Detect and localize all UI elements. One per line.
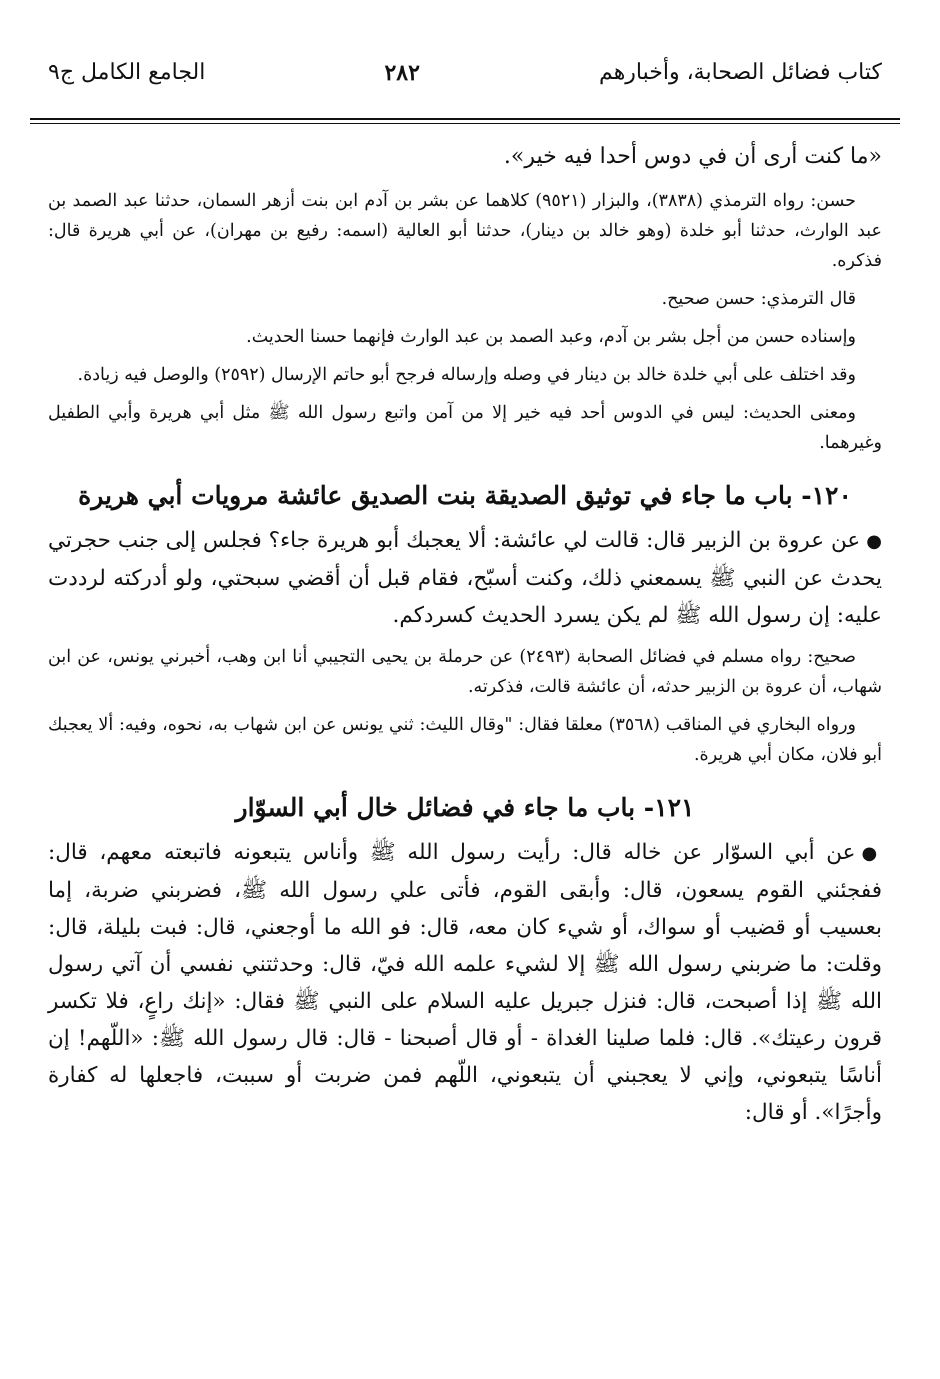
hadith-text: عن عروة بن الزبير قال: قالت لي عائشة: ألا يعجبك أبو هريرة جاء؟ فجلس إلى جنب حجرتي يحدث عن النبي ﷺ يسمعني ذلك، وكنت أسبّح، فقام قبل أن أقضي سبحتي، ولو أدركته لرددت عليه: إن رسول الله ﷺ لم يكن يسرد الحديث كسردكم. (48, 528, 882, 628)
hadith-text: عن أبي السوّار عن خاله قال: رأيت رسول الله ﷺ وأناس يتبعونه فاتبعته معهم، قال: ففجئني القوم يسعون، قال: وأبقى القوم، فأتى علي رسول الله ﷺ، فضربني ضربة، إما بعسيب أو قضيب أو سواك، أو شيء كان معه، قال: فو الله ما أوجعني، قال: فبت بليلة، قال: وقلت: ما ضربني رسول الله ﷺ إلا لشيء علمه الله فيّ، قال: وحدثتني نفسي أن آتي رسول الله ﷺ إذا أصبحت، قال: فنزل جبريل عليه السلام على النبي ﷺ فقال: «إنك راعٍ، فلا تكسر قرون رعيتك». قال: فلما صلينا الغداة - أو قال أصبحنا - قال: قال رسول الله ﷺ: «اللّهم! إن أناسًا يتبعوني، وإني لا يعجبني أن يتبعوني، اللّهم فمن ضربت أو سببت، فاجعلها له كفارة وأجرًا». أو قال: (48, 840, 882, 1125)
volume-label: الجامع الكامل ج٩ (48, 60, 206, 85)
running-head (48, 58, 882, 108)
tirmidhi-grading: قال الترمذي: حسن صحيح. (661, 289, 856, 309)
chapter-heading-121: ١٢١- باب ما جاء في فضائل خال أبي السوّار (235, 793, 695, 822)
bullet-icon: ● (866, 531, 882, 552)
page-number: ٢٨٢ (384, 60, 420, 86)
header-rule (30, 118, 900, 124)
hadith-120 (48, 522, 882, 634)
hadith-text-continued: «ما كنت أرى أن في دوس أحدا فيه خير». (503, 144, 882, 169)
bullet-icon: ● (861, 843, 882, 864)
meaning-note: ومعنى الحديث: ليس في الدوس أحد فيه خير إلا من آمن واتبع رسول الله ﷺ مثل أبي هريرة وأبي الطفيل وغيرهما. (48, 403, 882, 453)
isnad-note: وإسناده حسن من أجل بشر بن آدم، وعبد الصمد بن عبد الوارث فإنهما حسنا الحديث. (246, 327, 856, 347)
ikhtilaf-note: وقد اختلف على أبي خلدة خالد بن دينار في وصله وإرساله فرجح أبو حاتم الإرسال (٢٥٩٢) والوصل فيه زيادة. (77, 365, 856, 385)
chapter-heading-120: ١٢٠- باب ما جاء في توثيق الصديقة بنت الصديق عائشة مرويات أبي هريرة (78, 481, 852, 510)
page-body (48, 140, 882, 1139)
book-title: كتاب فضائل الصحابة، وأخبارهم (599, 60, 882, 85)
takhrij-note: صحيح: رواه مسلم في فضائل الصحابة (٢٤٩٣) عن حرملة بن يحيى التجيبي أنا ابن وهب، أخبرني يونس، عن ابن شهاب، أن عروة بن الزبير حدثه، أن عائشة قالت، فذكرته. (48, 647, 882, 697)
hadith-121 (48, 834, 882, 1131)
takhrij-note: حسن: رواه الترمذي (٣٨٣٨)، والبزار (٩٥٢١) كلاهما عن بشر بن آدم ابن بنت أزهر السمان، حدثنا عبد الصمد بن عبد الوارث، حدثنا أبو خلدة (وهو خالد بن دينار)، حدثنا أبو العالية (اسمه: رفيع بن مهران)، عن أبي هريرة قال: فذكره. (48, 191, 882, 271)
bukhari-note: ورواه البخاري في المناقب (٣٥٦٨) معلقا فقال: "وقال الليث: ثني يونس عن ابن شهاب به، نحوه، وفيه: ألا يعجبك أبو فلان، مكان أبي هريرة. (48, 715, 882, 765)
